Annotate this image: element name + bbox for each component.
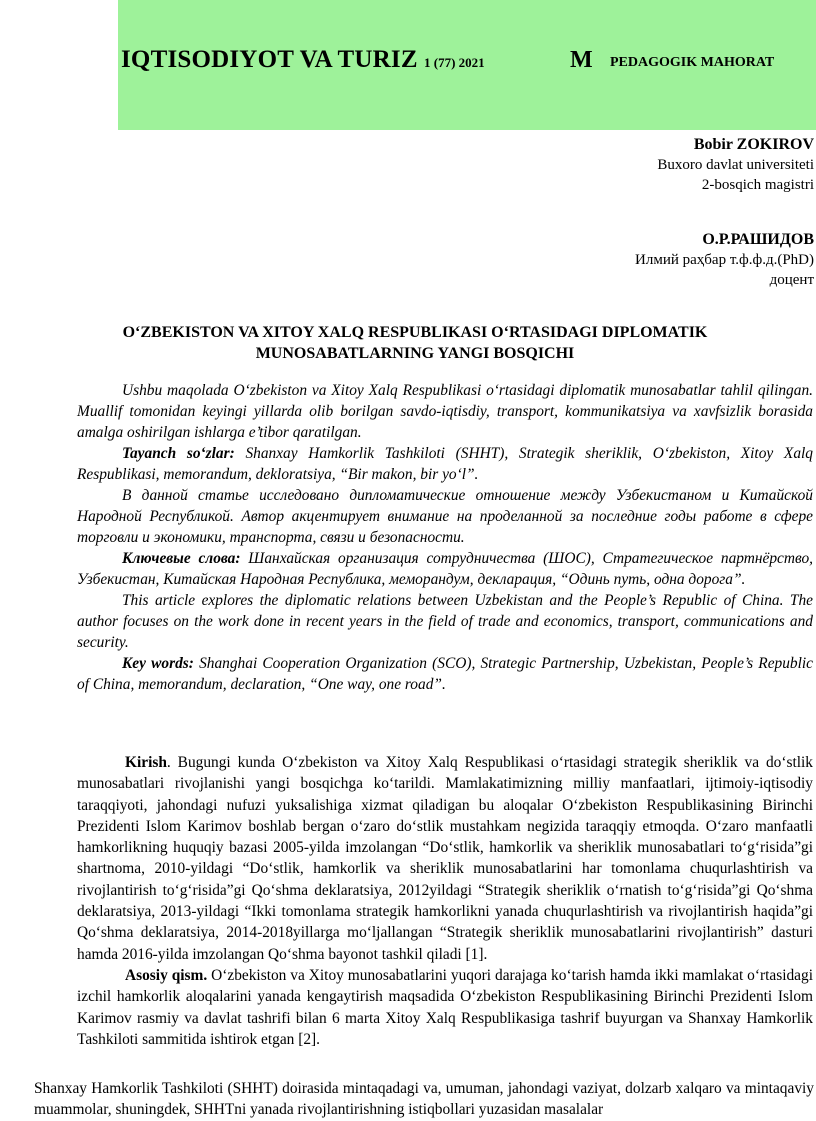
author-block-2	[635, 230, 814, 290]
issue-number: 1 (77) 2021	[424, 55, 485, 70]
abstract-en: This article explores the diplomatic relations between Uzbekistan and the People’s Republic of China. The author focuses on the work done in recent years in the field of trade and economics, transport, communications and security.	[77, 592, 813, 651]
intro-paragraph	[77, 752, 813, 965]
section-letter: M	[570, 47, 593, 73]
title-line-1: O‘ZBEKISTON VA XITOY XALQ RESPUBLIKASI O‘RTASIDAGI DIPLOMATIK	[122, 324, 708, 341]
author-degree: 2-bosqich magistri	[701, 177, 814, 193]
abstract-ru: В данной статье исследовано дипломатические отношение между Узбекистаном и Китайской Народной Республикой. Автор акцентирует внимание на проделанной за последние годы работе в сфере торговли и экономики, транспорта, связи и безопасности.	[77, 487, 813, 546]
main-heading: Asosiy qism.	[125, 966, 208, 984]
abstracts	[77, 380, 813, 695]
journal-title: IQTISODIYOT VA TURIZ	[121, 46, 418, 73]
keywords-ru-text: Шанхайская организация сотрудничества (ШОС), Стратегическое партнёрство, Узбекистан, Китайская Народная Республика, меморандум, декларация, “Одинь путь, одна дорога”.	[77, 550, 814, 588]
abstract-uz: Ushbu maqolada O‘zbekiston va Xitoy Xalq Respublikasi o‘rtasidagi diplomatik munosabatlar tahlil qilingan. Muallif tomonidan keyingi yillarda olib borilgan savdo-iqtisdiy, transport, kommunikatsiya va xavfsizlik borasida amalga oshirilgan ishlarga e’tibor qaratilgan.	[77, 382, 813, 441]
supervisor-title: Илмий раҳбар т.ф.ф.д.(PhD)	[635, 252, 814, 268]
section-name: PEDAGOGIK MAHORAT	[610, 55, 775, 70]
keywords-ru-label: Ключевые слова:	[122, 550, 241, 567]
supervisor-rank: доцент	[769, 272, 814, 288]
author-name: Bobir ZOKIROV	[693, 136, 814, 153]
intro-heading: Kirish	[125, 754, 167, 771]
intro-text: . Bugungi kunda O‘zbekiston va Xitoy Xalq Respublikasi o‘rtasidagi strategik sheriklik va do‘stlik munosabatlari rivojlanishi yangi bosqichga ko‘tarildi. Mamlakatimizning milliy manfaatlari, ijtimoiy-iqtisodiy taraqqiyoti, jahondagi nufuzi yuksalishiga xizmat qiladigan bu aloqalar O‘zbekiston Respublikasining Birinchi Prezidenti Islom Karimov boshlab bergan o‘zaro do‘stlik mustahkam negizida taraqqiy etmoqda. O‘zaro manfaatli hamkorlikning huquqiy bazasi 2005-yilda imzolangan “Do‘stlik, hamkorlik va sheriklik munosabatlari to‘g‘risida”gi shartnoma, 2010-yildagi “Do‘stlik, hamkorlik va sheriklik munosabatlarini har tomonlama chuqurlashtirish va rivojlantirish to‘g‘risida”gi Qo‘shma deklaratsiya, 2012yildagi “Strategik sheriklik o‘rnatish to‘g‘risida”gi Qo‘shma deklaratsiya, 2013-yildagi “Ikki tomonlama strategik hamkorlikni yanada chuqurlashtirish va rivojlantirish haqida”gi Qo‘shma deklaratsiya, 2014-2018yillarga mo‘ljallangan “Strategik sheriklik munosabatlarini rivojlantirish” dasturi hamda 2016-yilda imzolangan Qo‘shma bayonot tashkil qiladi [1].	[77, 754, 813, 963]
supervisor-name: О.Р.РАШИДОВ	[702, 231, 814, 248]
keywords-uz	[77, 443, 813, 485]
author-affiliation: Buxoro davlat universiteti	[657, 157, 814, 173]
title-line-2: MUNOSABATLARNING YANGI BOSQICHI	[255, 345, 575, 362]
keywords-en	[77, 653, 813, 695]
keywords-uz-label: Tayanch so‘zlar:	[122, 445, 235, 462]
keywords-en-text: Shanghai Cooperation Organization (SCO), Strategic Partnership, Uzbekistan, People’s Republic of China, memorandum, declaration, “One way, one road”.	[77, 655, 813, 693]
keywords-uz-text: Shanxay Hamkorlik Tashkiloti (SHHT), Strategik sheriklik, O‘zbekiston, Xitoy Xalq Respublikasi, memorandum, dekloratsiya, “Bir makon, bir yo‘l”.	[77, 445, 813, 483]
main-paragraph	[77, 965, 813, 1050]
continuation-paragraph: Shanxay Hamkorlik Tashkiloti (SHHT) doirasida mintaqadagi va, umuman, jahondagi vaziyat, dolzarb xalqaro va mintaqaviy muammolar, shuningdek, SHHTni yanada rivojlantirishning istiqbollari yuzasidan masalalar	[34, 1080, 814, 1119]
article-body	[77, 752, 813, 1050]
keywords-ru	[77, 548, 813, 590]
keywords-en-label: Key words:	[122, 655, 194, 672]
article-title	[20, 322, 810, 364]
author-block-1	[657, 135, 814, 195]
main-text: O‘zbekiston va Xitoy munosabatlarini yuqori darajaga ko‘tarish hamda ikki mamlakat o‘rtasidagi izchil hamkorlik aloqalarini yanada kengaytirish maqsadida O‘zbekiston Respublikasining Birinchi Prezidenti Islom Karimov rasmiy va davlat tashrifi bilan 6 marta Xitoy Xalq Respublikasiga tashrif buyurgan va Shanxay Hamkorlik Tashkiloti sammitida ishtirok etgan [2].	[77, 966, 813, 1048]
